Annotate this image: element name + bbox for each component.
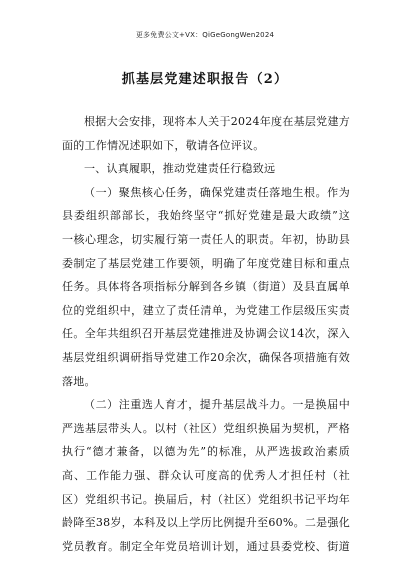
- body-line: 党员教育。制定全年党员培训计划，通过县委党校、街道: [62, 539, 350, 553]
- body-line: 一核心理念，切实履行第一责任人的职责。年初，协助县: [62, 232, 350, 246]
- body-line: 面的工作情况述职如下，敬请各位评议。: [62, 138, 265, 152]
- body-line: 任务。具体将各项指标分解到各乡镇（街道）及县直属单: [62, 280, 350, 294]
- header-note: 更多免费公文+VX：QiGeGongWen2024: [135, 31, 275, 39]
- body-line: 高、工作能力强、群众认可度高的优秀人才担任村（社: [62, 468, 350, 482]
- body-line: （一）聚焦核心任务，确保党建责任落地生根。作为: [84, 185, 350, 199]
- body-line: 区）党组织书记。换届后，村（社区）党组织书记平均年: [62, 492, 350, 506]
- body-line: 委制定了基层党建工作要领，明确了年度党建目标和重点: [62, 256, 350, 270]
- body-line: 根据大会安排，现将本人关于2024年度在基层党建方: [84, 115, 350, 128]
- body-line: （二）注重选人育才，提升基层战斗力。一是换届中: [84, 398, 350, 412]
- body-line: 基层党组织调研指导党建工作20余次，确保各项措施有效: [62, 350, 350, 364]
- body-line: 任。全年共组织召开基层党建推进及协调会议14次，深入: [62, 327, 350, 341]
- body-line: 位的党组织中，建立了责任清单，为党建工作层级压实责: [62, 303, 350, 317]
- body-line: 严选基层带头人。以村（社区）党组织换届为契机，严格: [62, 421, 350, 435]
- body-line: 县委组织部部长，我始终坚守“抓好党建是最大政绩”这: [62, 209, 350, 223]
- body-line: 落地。: [62, 374, 96, 388]
- body-line: 龄降至38岁，本科及以上学历比例提升至60%。二是强化: [62, 516, 350, 530]
- body-line: 一、认真履职，推动党建责任行稳致远: [84, 162, 276, 176]
- body-line: 执行“德才兼备，以德为先”的标准，从严选拔政治素质: [62, 445, 350, 459]
- document-title: 抓基层党建述职报告（2）: [121, 72, 289, 87]
- document-body: [62, 110, 350, 558]
